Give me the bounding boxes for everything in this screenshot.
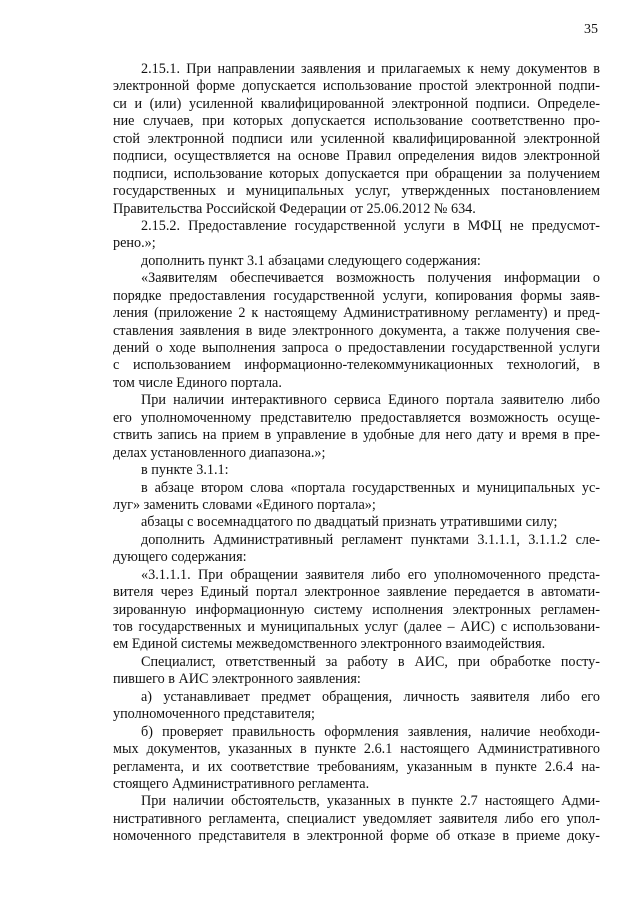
text-line: регламента, и их соответствие требованиям, указанным в пункте 2.6.4 на-	[113, 758, 600, 775]
text-line: стой электронной подписи или усиленной квалифицированной электронной	[113, 130, 600, 147]
text-line: зированную информационную систему исполнения электронных регламен-	[113, 601, 600, 618]
text-line: тов государственных и муниципальных услуг (далее – АИС) с использовани-	[113, 619, 600, 635]
text-line: Специалист, ответственный за работу в АИС, при обработке посту-	[141, 653, 600, 670]
text-line: уполномоченного представителя;	[113, 706, 315, 723]
text-line: с использованием информационно-телекоммуникационных технологий, в	[113, 357, 600, 374]
text-line: мых документов, указанных в пункте 2.6.1 настоящего Административного	[113, 741, 600, 758]
text-line: ствить запись на прием в управление в удобные для него дату и время в пре-	[113, 427, 600, 444]
text-line: вителя через Единый портал электронное заявление передается в автомати-	[113, 584, 600, 601]
text-line: При наличии обстоятельств, указанных в пункте 2.7 настоящего Адми-	[141, 793, 600, 810]
text-line: стоящего Административного регламента.	[113, 775, 370, 792]
text-line: При наличии интерактивного сервиса Единого портала заявителю либо	[141, 392, 600, 409]
text-line: электронной форме допускается использование простой электронной подпи-	[113, 78, 600, 95]
text-line: «Заявителям обеспечивается возможность получения информации о	[141, 270, 600, 287]
text-line: ем Единой системы межведомственного электронного взаимодействия.	[113, 636, 546, 653]
text-line: б) проверяет правильность оформления заявления, наличие необходи-	[141, 723, 600, 740]
text-line: том числе Единого портала.	[113, 374, 282, 391]
text-line: в абзаце втором слова «портала государственных и муниципальных ус-	[141, 479, 600, 496]
text-line: пившего в АИС электронного заявления:	[113, 671, 361, 688]
text-line: государственных и муниципальных услуг, утвержденных постановлением	[113, 183, 600, 200]
text-line: дополнить пункт 3.1 абзацами следующего содержания:	[141, 252, 481, 269]
text-line: дений о ходе выполнения запроса о предоставлении государственной услуги	[113, 340, 600, 356]
text-line: дующего содержания:	[113, 549, 247, 566]
text-line: делах установленного диапазона.»;	[113, 444, 326, 461]
text-line: ставления заявления в виде электронного документа, а также получения све-	[113, 322, 600, 339]
text-line: а) устанавливает предмет обращения, личность заявителя либо его	[141, 688, 600, 705]
text-line: си и (или) усиленной квалифицированной электронной подписи. Определе-	[113, 95, 600, 112]
text-line: 2.15.1. При направлении заявления и прилагаемых к нему документов в	[141, 61, 600, 77]
text-line: рено.»;	[113, 235, 156, 252]
text-line: ние случаев, при которых допускается использование соответственно про-	[113, 113, 600, 130]
text-line: дополнить Административный регламент пунктами 3.1.1.1, 3.1.1.2 сле-	[141, 531, 600, 548]
document-body	[113, 61, 600, 846]
text-line: нистративного регламента, специалист уведомляет заявителя либо его упол-	[113, 810, 600, 827]
text-line: ления (приложение 2 к настоящему Административному регламенту) и пред-	[113, 305, 600, 322]
text-line: его уполномоченному представителю предоставляется возможность осуще-	[113, 409, 600, 426]
text-line: абзацы с восемнадцатого по двадцатый признать утратившими силу;	[141, 514, 558, 531]
text-line: номоченного представителя в электронной форме об отказе в приеме доку-	[113, 828, 600, 845]
text-line: подписи, использование которых допускается при обращении за получением	[113, 165, 600, 182]
text-line: Правительства Российской Федерации от 25.06.2012 № 634.	[113, 200, 476, 217]
text-line: «3.1.1.1. При обращении заявителя либо его уполномоченного предста-	[141, 566, 600, 583]
text-line: подписи, осуществляется на основе Правил определения видов электронной	[113, 148, 600, 165]
text-line: в пункте 3.1.1:	[141, 462, 229, 479]
text-line: 2.15.2. Предоставление государственной услуги в МФЦ не предусмот-	[141, 217, 600, 234]
text-line: порядке предоставления государственной услуги, копирования формы заяв-	[113, 287, 600, 304]
page-number: 35	[584, 22, 598, 37]
text-line: луг» заменить словами «Единого портала»;	[113, 496, 376, 513]
